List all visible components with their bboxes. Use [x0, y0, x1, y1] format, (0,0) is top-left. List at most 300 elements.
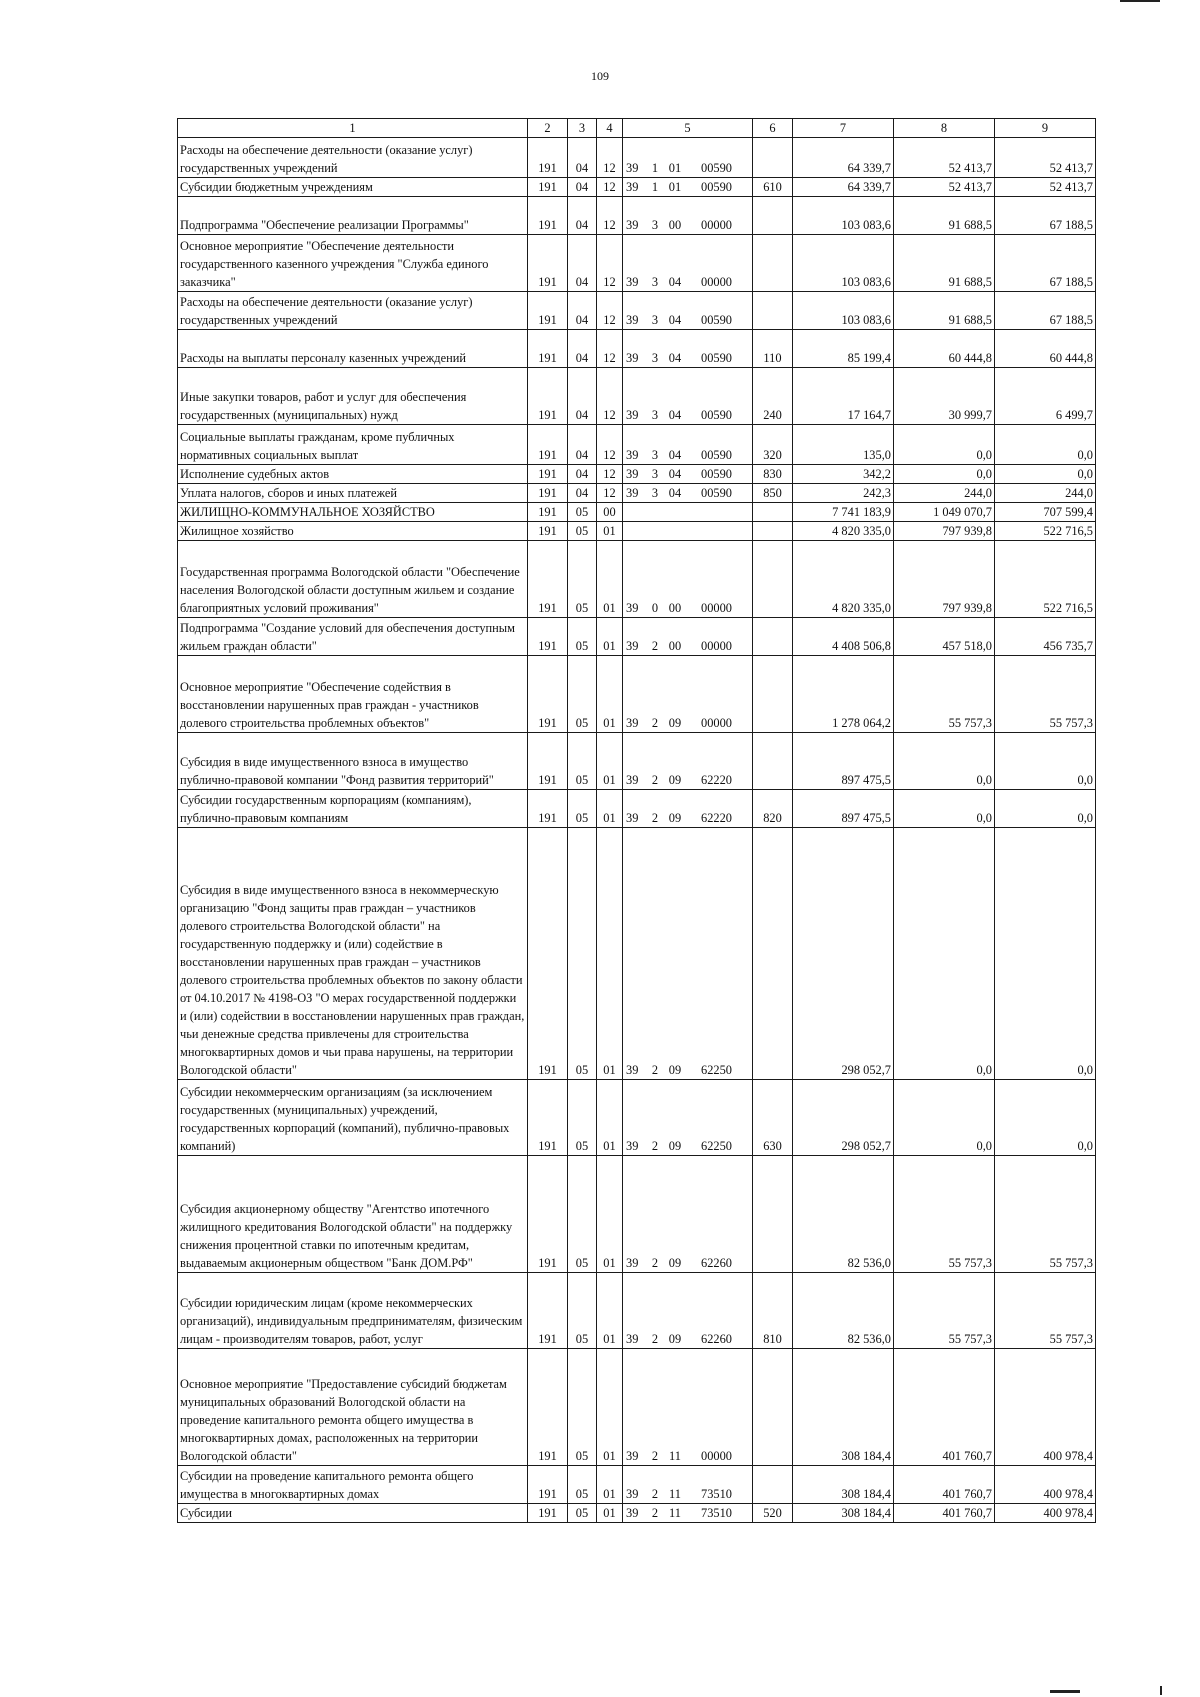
row-code-target	[623, 1273, 753, 1349]
row-amount-2: 55 757,3	[894, 1273, 995, 1349]
row-amount-2: 244,0	[894, 484, 995, 503]
target-code-part: 00000	[701, 275, 732, 289]
page-number: 109	[591, 69, 609, 83]
row-code-expense-type: 820	[753, 790, 793, 828]
table-row	[178, 503, 1096, 522]
target-code-part: 00	[668, 639, 682, 653]
row-amount-1: 85 199,4	[793, 330, 894, 368]
row-code-section: 04	[568, 292, 597, 330]
row-code-expense-type: 240	[753, 368, 793, 425]
row-code-subsection: 12	[597, 197, 623, 235]
row-amount-3: 67 188,5	[995, 197, 1096, 235]
row-code-expense-type: 850	[753, 484, 793, 503]
scan-mark	[1160, 1686, 1162, 1695]
row-code-subsection: 00	[597, 503, 623, 522]
row-amount-1: 17 164,7	[793, 368, 894, 425]
row-name: Социальные выплаты гражданам, кроме публичных нормативных социальных выплат	[178, 425, 528, 465]
header-cell: 1	[178, 119, 528, 138]
row-code-target	[623, 138, 753, 178]
row-amount-3: 67 188,5	[995, 292, 1096, 330]
row-name: Субсидии на проведение капитального ремонта общего имущества в многоквартирных домах	[178, 1466, 528, 1504]
row-name: Субсидия в виде имущественного взноса в имущество публично-правовой компании "Фонд развития территорий"	[178, 733, 528, 790]
row-amount-3: 52 413,7	[995, 138, 1096, 178]
target-code-part: 00590	[701, 351, 732, 365]
target-code-part: 04	[668, 448, 682, 462]
row-code-subsection: 01	[597, 733, 623, 790]
row-name: Жилищное хозяйство	[178, 522, 528, 541]
row-amount-1: 82 536,0	[793, 1273, 894, 1349]
row-code-target	[623, 1349, 753, 1466]
table-row	[178, 733, 1096, 790]
target-code-part: 3	[651, 218, 659, 232]
target-code-part: 00590	[701, 467, 732, 481]
row-amount-2: 0,0	[894, 828, 995, 1080]
row-code-subsection: 12	[597, 465, 623, 484]
row-code-target	[623, 503, 753, 522]
row-name: Государственная программа Вологодской области "Обеспечение населения Вологодской области доступным жильем и создание благоприятных условий проживания"	[178, 541, 528, 618]
row-amount-2: 52 413,7	[894, 178, 995, 197]
row-amount-3: 0,0	[995, 465, 1096, 484]
row-code-gv: 191	[528, 1156, 568, 1273]
row-amount-1: 308 184,4	[793, 1504, 894, 1523]
row-name: Субсидии	[178, 1504, 528, 1523]
row-name: Субсидии государственным корпорациям (компаниям), публично-правовым компаниям	[178, 790, 528, 828]
row-code-expense-type: 610	[753, 178, 793, 197]
row-code-gv: 191	[528, 368, 568, 425]
row-amount-2: 52 413,7	[894, 138, 995, 178]
target-code-part: 11	[669, 1487, 681, 1501]
row-amount-1: 242,3	[793, 484, 894, 503]
row-code-section: 05	[568, 790, 597, 828]
row-code-section: 05	[568, 1156, 597, 1273]
header-cell: 9	[995, 119, 1096, 138]
row-code-subsection: 12	[597, 330, 623, 368]
row-amount-1: 4 820 335,0	[793, 522, 894, 541]
row-amount-2: 55 757,3	[894, 1156, 995, 1273]
table-row	[178, 1273, 1096, 1349]
row-amount-1: 342,2	[793, 465, 894, 484]
row-code-section: 05	[568, 1080, 597, 1156]
row-amount-1: 103 083,6	[793, 197, 894, 235]
row-code-gv: 191	[528, 1273, 568, 1349]
row-code-subsection: 12	[597, 425, 623, 465]
row-code-target	[623, 522, 753, 541]
header-cell: 7	[793, 119, 894, 138]
row-code-section: 05	[568, 828, 597, 1080]
row-amount-1: 103 083,6	[793, 292, 894, 330]
row-code-gv: 191	[528, 503, 568, 522]
target-code-part: 2	[651, 1506, 659, 1520]
row-code-target	[623, 618, 753, 656]
target-code-part: 00590	[701, 313, 732, 327]
row-amount-2: 457 518,0	[894, 618, 995, 656]
row-amount-1: 298 052,7	[793, 828, 894, 1080]
target-code-part: 39	[626, 351, 639, 365]
table-row	[178, 235, 1096, 292]
row-code-target	[623, 292, 753, 330]
row-code-gv: 191	[528, 618, 568, 656]
target-code-part: 62260	[701, 1256, 732, 1270]
row-amount-3: 400 978,4	[995, 1466, 1096, 1504]
row-code-gv: 191	[528, 1080, 568, 1156]
row-amount-3: 60 444,8	[995, 330, 1096, 368]
row-amount-2: 797 939,8	[894, 541, 995, 618]
row-code-target	[623, 1156, 753, 1273]
scan-mark	[1050, 1690, 1080, 1693]
target-code-part: 39	[626, 313, 639, 327]
header-row	[178, 119, 1096, 138]
row-code-target	[623, 541, 753, 618]
target-code-part: 00590	[701, 161, 732, 175]
row-code-section: 05	[568, 1466, 597, 1504]
row-code-gv: 191	[528, 733, 568, 790]
row-code-section: 04	[568, 197, 597, 235]
target-code-part: 39	[626, 180, 639, 194]
target-code-part: 3	[651, 467, 659, 481]
row-code-expense-type: 110	[753, 330, 793, 368]
row-amount-2: 401 760,7	[894, 1504, 995, 1523]
target-code-part: 2	[651, 1449, 659, 1463]
row-amount-1: 4 408 506,8	[793, 618, 894, 656]
row-code-expense-type	[753, 503, 793, 522]
row-code-subsection: 12	[597, 178, 623, 197]
target-code-part: 2	[651, 1487, 659, 1501]
row-amount-3: 0,0	[995, 828, 1096, 1080]
target-code-part: 3	[651, 351, 659, 365]
row-code-section: 05	[568, 1273, 597, 1349]
target-code-part: 00590	[701, 448, 732, 462]
row-code-gv: 191	[528, 235, 568, 292]
target-code-part: 09	[668, 811, 682, 825]
row-code-gv: 191	[528, 522, 568, 541]
target-code-part: 1	[651, 161, 659, 175]
row-code-section: 05	[568, 618, 597, 656]
target-code-part: 1	[651, 180, 659, 194]
table-row	[178, 330, 1096, 368]
row-amount-1: 64 339,7	[793, 138, 894, 178]
row-amount-2: 55 757,3	[894, 656, 995, 733]
target-code-part: 39	[626, 1449, 639, 1463]
target-code-part: 39	[626, 1256, 639, 1270]
row-code-expense-type: 630	[753, 1080, 793, 1156]
row-code-subsection: 01	[597, 656, 623, 733]
row-amount-3: 55 757,3	[995, 656, 1096, 733]
target-code-part: 11	[669, 1506, 681, 1520]
row-code-expense-type	[753, 197, 793, 235]
row-code-gv: 191	[528, 138, 568, 178]
table-row	[178, 178, 1096, 197]
row-code-gv: 191	[528, 425, 568, 465]
row-code-target	[623, 790, 753, 828]
row-code-expense-type	[753, 292, 793, 330]
row-name: Исполнение судебных актов	[178, 465, 528, 484]
row-amount-2: 30 999,7	[894, 368, 995, 425]
row-code-section: 04	[568, 178, 597, 197]
target-code-part: 01	[668, 180, 682, 194]
row-amount-2: 0,0	[894, 733, 995, 790]
row-code-gv: 191	[528, 197, 568, 235]
row-amount-2: 1 049 070,7	[894, 503, 995, 522]
row-amount-3: 52 413,7	[995, 178, 1096, 197]
target-code-part: 09	[668, 716, 682, 730]
target-code-part: 39	[626, 218, 639, 232]
target-code-part: 00000	[701, 639, 732, 653]
row-name: Субсидия в виде имущественного взноса в некоммерческую организацию "Фонд защиты прав граждан – участников долевого строительства Вологодской области" на государственную поддержку и (или) содействие в восстановлении нарушенных прав граждан – участников долевого строительства проблемных объектов по закону области от 04.10.2017 № 4198-ОЗ "О мерах государственной поддержки и (или) содействии в восстановлении нарушенных прав граждан, чьи денежные средства привлечены для строительства многоквартирных домов и чьи права нарушены, на территории Вологодской области"	[178, 828, 528, 1080]
target-code-part: 2	[651, 1332, 659, 1346]
row-name: Основное мероприятие "Обеспечение содействия в восстановлении нарушенных прав граждан - участников долевого строительства проблемных объектов"	[178, 656, 528, 733]
target-code-part: 3	[651, 275, 659, 289]
target-code-part: 2	[651, 639, 659, 653]
row-amount-1: 897 475,5	[793, 790, 894, 828]
row-code-target	[623, 484, 753, 503]
row-code-section: 04	[568, 138, 597, 178]
row-amount-2: 401 760,7	[894, 1466, 995, 1504]
row-code-subsection: 01	[597, 1349, 623, 1466]
row-code-section: 04	[568, 465, 597, 484]
row-code-gv: 191	[528, 828, 568, 1080]
header-cell: 5	[623, 119, 753, 138]
target-code-part: 39	[626, 716, 639, 730]
row-code-expense-type: 320	[753, 425, 793, 465]
row-amount-2: 60 444,8	[894, 330, 995, 368]
row-amount-2: 401 760,7	[894, 1349, 995, 1466]
row-amount-3: 456 735,7	[995, 618, 1096, 656]
row-code-subsection: 01	[597, 1466, 623, 1504]
row-amount-1: 135,0	[793, 425, 894, 465]
row-name: Основное мероприятие "Обеспечение деятельности государственного казенного учреждения "Служба единого заказчика"	[178, 235, 528, 292]
row-amount-3: 0,0	[995, 425, 1096, 465]
target-code-part: 39	[626, 601, 639, 615]
row-amount-3: 400 978,4	[995, 1349, 1096, 1466]
row-amount-3: 0,0	[995, 733, 1096, 790]
row-code-target	[623, 733, 753, 790]
target-code-part: 39	[626, 1506, 639, 1520]
target-code-part: 39	[626, 275, 639, 289]
row-amount-1: 308 184,4	[793, 1466, 894, 1504]
row-code-section: 05	[568, 1349, 597, 1466]
row-code-gv: 191	[528, 1466, 568, 1504]
row-amount-1: 82 536,0	[793, 1156, 894, 1273]
row-code-target	[623, 656, 753, 733]
row-amount-3: 522 716,5	[995, 541, 1096, 618]
target-code-part: 62250	[701, 1139, 732, 1153]
row-amount-2: 0,0	[894, 790, 995, 828]
target-code-part: 04	[668, 313, 682, 327]
row-code-target	[623, 197, 753, 235]
row-amount-3: 707 599,4	[995, 503, 1096, 522]
header-cell: 8	[894, 119, 995, 138]
row-code-subsection: 01	[597, 522, 623, 541]
target-code-part: 01	[668, 161, 682, 175]
table-row	[178, 522, 1096, 541]
row-code-expense-type: 810	[753, 1273, 793, 1349]
target-code-part: 3	[651, 448, 659, 462]
header-cell: 6	[753, 119, 793, 138]
row-name: Иные закупки товаров, работ и услуг для обеспечения государственных (муниципальных) нужд	[178, 368, 528, 425]
table-row	[178, 1080, 1096, 1156]
target-code-part: 39	[626, 1139, 639, 1153]
target-code-part: 39	[626, 639, 639, 653]
row-code-expense-type	[753, 656, 793, 733]
target-code-part: 2	[651, 1256, 659, 1270]
target-code-part: 39	[626, 408, 639, 422]
target-code-part: 73510	[701, 1506, 732, 1520]
row-code-section: 05	[568, 503, 597, 522]
table-row	[178, 197, 1096, 235]
row-code-subsection: 01	[597, 828, 623, 1080]
row-amount-3: 522 716,5	[995, 522, 1096, 541]
target-code-part: 00000	[701, 1449, 732, 1463]
row-code-gv: 191	[528, 790, 568, 828]
row-amount-3: 6 499,7	[995, 368, 1096, 425]
row-code-gv: 191	[528, 1349, 568, 1466]
target-code-part: 04	[668, 351, 682, 365]
target-code-part: 39	[626, 161, 639, 175]
row-amount-2: 91 688,5	[894, 235, 995, 292]
row-code-subsection: 12	[597, 138, 623, 178]
row-code-gv: 191	[528, 656, 568, 733]
row-code-subsection: 12	[597, 292, 623, 330]
target-code-part: 04	[668, 408, 682, 422]
row-code-gv: 191	[528, 1504, 568, 1523]
row-code-gv: 191	[528, 330, 568, 368]
row-name: Субсидии юридическим лицам (кроме некоммерческих организаций), индивидуальным предпринимателям, физическим лицам - производителям товаров, работ, услуг	[178, 1273, 528, 1349]
row-code-section: 04	[568, 330, 597, 368]
target-code-part: 73510	[701, 1487, 732, 1501]
target-code-part: 2	[651, 811, 659, 825]
table-row	[178, 656, 1096, 733]
target-code-part: 2	[651, 716, 659, 730]
row-code-target	[623, 1504, 753, 1523]
target-code-part: 11	[669, 1449, 681, 1463]
row-code-subsection: 01	[597, 1080, 623, 1156]
target-code-part: 00	[668, 218, 682, 232]
row-amount-1: 897 475,5	[793, 733, 894, 790]
row-code-section: 05	[568, 522, 597, 541]
target-code-part: 00	[668, 601, 682, 615]
budget-table	[177, 118, 1096, 1523]
target-code-part: 00590	[701, 180, 732, 194]
target-code-part: 3	[651, 486, 659, 500]
row-code-expense-type	[753, 618, 793, 656]
table-row	[178, 465, 1096, 484]
row-amount-2: 797 939,8	[894, 522, 995, 541]
row-code-subsection: 01	[597, 541, 623, 618]
row-code-target	[623, 330, 753, 368]
row-code-target	[623, 1466, 753, 1504]
row-amount-1: 103 083,6	[793, 235, 894, 292]
row-name: Расходы на обеспечение деятельности (оказание услуг) государственных учреждений	[178, 138, 528, 178]
row-name: Расходы на обеспечение деятельности (оказание услуг) государственных учреждений	[178, 292, 528, 330]
row-code-section: 05	[568, 1504, 597, 1523]
target-code-part: 09	[668, 1332, 682, 1346]
table-row	[178, 138, 1096, 178]
target-code-part: 3	[651, 313, 659, 327]
row-code-expense-type	[753, 138, 793, 178]
row-code-target	[623, 425, 753, 465]
row-code-subsection: 01	[597, 790, 623, 828]
table-row	[178, 790, 1096, 828]
header-cell: 2	[528, 119, 568, 138]
table-row	[178, 292, 1096, 330]
table-row	[178, 541, 1096, 618]
row-code-section: 04	[568, 484, 597, 503]
row-amount-2: 91 688,5	[894, 197, 995, 235]
target-code-part: 39	[626, 1063, 639, 1077]
row-amount-3: 244,0	[995, 484, 1096, 503]
target-code-part: 09	[668, 1256, 682, 1270]
row-name: Основное мероприятие "Предоставление субсидий бюджетам муниципальных образований Вологодской области на проведение капитального ремонта общего имущества в многоквартирных домах, расположенных на территории Вологодской области"	[178, 1349, 528, 1466]
row-amount-1: 4 820 335,0	[793, 541, 894, 618]
target-code-part: 00590	[701, 486, 732, 500]
row-code-expense-type	[753, 541, 793, 618]
target-code-part: 39	[626, 811, 639, 825]
row-amount-2: 0,0	[894, 465, 995, 484]
row-amount-3: 55 757,3	[995, 1156, 1096, 1273]
row-code-gv: 191	[528, 465, 568, 484]
table-row	[178, 1156, 1096, 1273]
target-code-part: 62250	[701, 1063, 732, 1077]
row-name: Субсидии бюджетным учреждениям	[178, 178, 528, 197]
row-amount-1: 308 184,4	[793, 1349, 894, 1466]
row-code-subsection: 01	[597, 1504, 623, 1523]
table-row	[178, 484, 1096, 503]
target-code-part: 2	[651, 1063, 659, 1077]
row-name: ЖИЛИЩНО-КОММУНАЛЬНОЕ ХОЗЯЙСТВО	[178, 503, 528, 522]
row-amount-1: 1 278 064,2	[793, 656, 894, 733]
row-code-gv: 191	[528, 541, 568, 618]
row-code-section: 04	[568, 235, 597, 292]
target-code-part: 04	[668, 275, 682, 289]
target-code-part: 0	[651, 601, 659, 615]
row-code-section: 04	[568, 368, 597, 425]
row-code-expense-type	[753, 1156, 793, 1273]
row-amount-3: 0,0	[995, 790, 1096, 828]
target-code-part: 62220	[701, 811, 732, 825]
row-code-subsection: 12	[597, 484, 623, 503]
row-code-section: 05	[568, 656, 597, 733]
row-code-gv: 191	[528, 484, 568, 503]
row-code-section: 05	[568, 733, 597, 790]
target-code-part: 39	[626, 486, 639, 500]
target-code-part: 09	[668, 1063, 682, 1077]
row-code-target	[623, 465, 753, 484]
table-row	[178, 1466, 1096, 1504]
row-amount-2: 0,0	[894, 425, 995, 465]
header-cell: 4	[597, 119, 623, 138]
row-amount-1: 298 052,7	[793, 1080, 894, 1156]
row-code-subsection: 01	[597, 1273, 623, 1349]
row-code-expense-type	[753, 235, 793, 292]
scan-mark	[1120, 0, 1160, 2]
row-code-target	[623, 1080, 753, 1156]
target-code-part: 2	[651, 1139, 659, 1153]
row-amount-3: 55 757,3	[995, 1273, 1096, 1349]
row-code-expense-type	[753, 733, 793, 790]
target-code-part: 3	[651, 408, 659, 422]
row-amount-3: 67 188,5	[995, 235, 1096, 292]
row-name: Уплата налогов, сборов и иных платежей	[178, 484, 528, 503]
row-code-expense-type	[753, 1466, 793, 1504]
row-amount-1: 7 741 183,9	[793, 503, 894, 522]
target-code-part: 39	[626, 467, 639, 481]
target-code-part: 00000	[701, 218, 732, 232]
row-code-target	[623, 178, 753, 197]
row-code-target	[623, 828, 753, 1080]
row-name: Субсидии некоммерческим организациям (за исключением государственных (муниципальных) учреждений, государственных корпораций (компаний), публично-правовых компаний)	[178, 1080, 528, 1156]
row-amount-2: 0,0	[894, 1080, 995, 1156]
target-code-part: 39	[626, 1332, 639, 1346]
